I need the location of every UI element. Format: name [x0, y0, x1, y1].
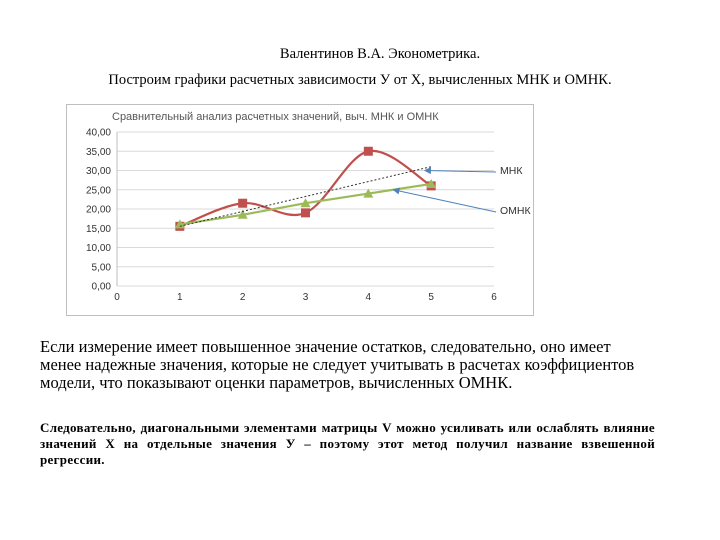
- data-point-square: [238, 199, 247, 208]
- x-tick-label: 2: [239, 292, 246, 303]
- y-tick-label: 15,00: [85, 223, 111, 235]
- x-tick-label: 6: [491, 292, 497, 303]
- x-tick-label: 0: [114, 292, 120, 303]
- data-point-square: [364, 147, 373, 156]
- x-tick-label: 3: [302, 292, 309, 303]
- y-tick-label: 0,00: [91, 281, 111, 293]
- y-tick-label: 20,00: [85, 204, 111, 216]
- paragraph-residuals: Если измерение имеет повышенное значение остатков, следовательно, оно имеет менее надежные значения, которые не следует учитывать в расчетах коэффициентов модели, что показывают оценки параметров, вычисленных ОМНК.: [40, 337, 635, 392]
- chart-border: [67, 105, 534, 316]
- author-line: Валентинов В.А. Эконометрика.: [279, 46, 481, 62]
- x-tick-label: 5: [428, 292, 434, 303]
- chart-title: Сравнительный анализ расчетных значений, выч. МНК и ОМНК: [112, 111, 439, 123]
- chart-container: [66, 104, 534, 316]
- data-point-square: [301, 208, 310, 217]
- y-tick-label: 25,00: [85, 185, 111, 197]
- y-tick-label: 10,00: [85, 243, 111, 254]
- annotation-mnk: МНК: [500, 165, 523, 177]
- comparison-chart: [66, 104, 534, 316]
- x-tick-label: 4: [365, 292, 372, 303]
- paragraph-weighted-regression: Следовательно, диагональными элементами матрицы V можно усиливать или ослаблять влияние значений X на отдельные значения У – поэтому этот метод получил название взвешенной регрессии.: [40, 420, 655, 467]
- x-tick-label: 1: [177, 292, 183, 303]
- page-subtitle: Построим графики расчетных зависимости У от Х, вычисленных МНК и ОМНК.: [108, 72, 612, 88]
- y-tick-label: 35,00: [85, 146, 111, 158]
- y-tick-label: 40,00: [85, 127, 111, 139]
- y-tick-label: 5,00: [91, 262, 111, 274]
- y-tick-label: 30,00: [85, 166, 111, 177]
- annotation-omnk: ОМНК: [500, 205, 531, 217]
